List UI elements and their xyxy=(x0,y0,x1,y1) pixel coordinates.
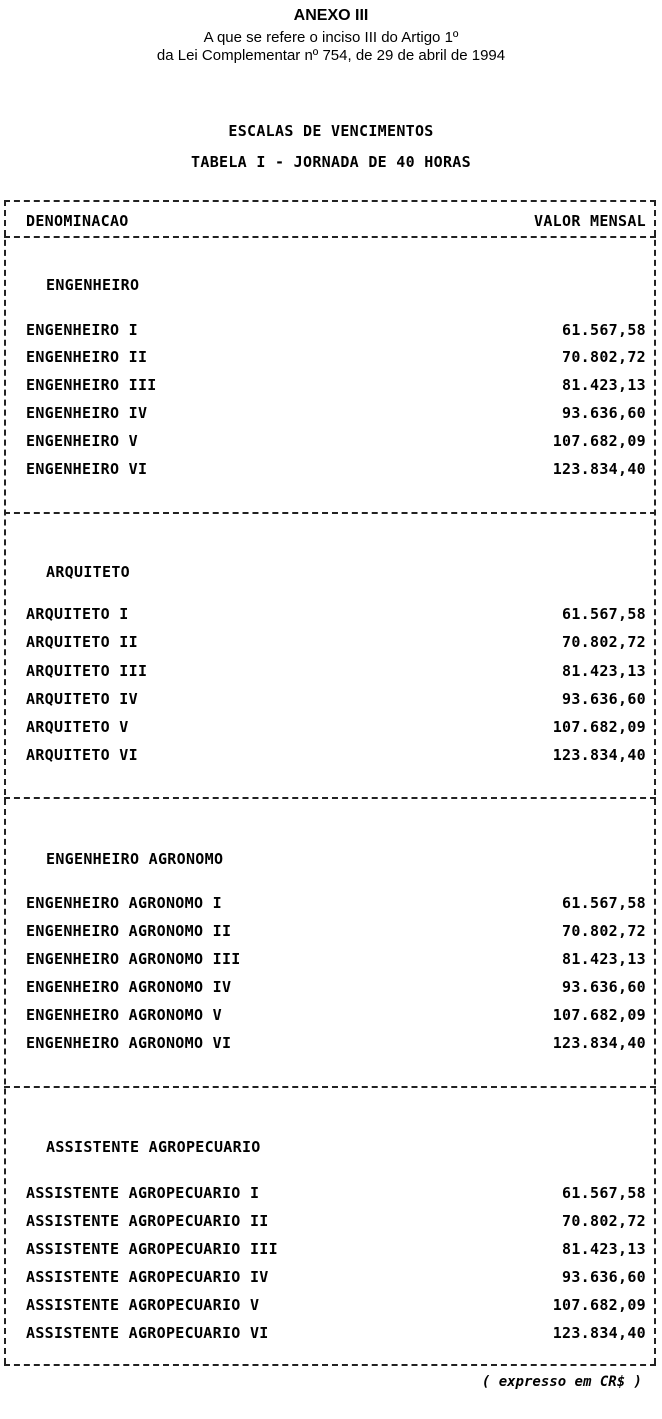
table-row xyxy=(26,1240,646,1262)
header-divider xyxy=(4,236,656,238)
row-name: ENGENHEIRO AGRONOMO VI xyxy=(26,1034,232,1052)
table-row xyxy=(26,1296,646,1318)
row-name: ASSISTENTE AGROPECUARIO III xyxy=(26,1240,278,1258)
table-row xyxy=(26,376,646,398)
row-name: ENGENHEIRO AGRONOMO V xyxy=(26,1006,222,1024)
row-value: 81.423,13 xyxy=(562,1240,646,1258)
row-name: ARQUITETO I xyxy=(26,605,129,623)
row-value: 107.682,09 xyxy=(552,1006,646,1024)
row-name: ASSISTENTE AGROPECUARIO I xyxy=(26,1184,260,1202)
table-row xyxy=(26,978,646,1000)
row-value: 123.834,40 xyxy=(552,460,646,478)
row-name: ENGENHEIRO II xyxy=(26,348,148,366)
table-row xyxy=(26,348,646,370)
table-row xyxy=(26,633,646,655)
row-name: ENGENHEIRO III xyxy=(26,376,157,394)
row-value: 61.567,58 xyxy=(562,321,646,339)
currency-note: ( expresso em CR$ ) xyxy=(481,1374,642,1390)
table-row xyxy=(26,1324,646,1346)
group-title: ENGENHEIRO xyxy=(46,276,140,294)
row-value: 123.834,40 xyxy=(552,746,646,764)
row-value: 123.834,40 xyxy=(552,1324,646,1342)
row-value: 70.802,72 xyxy=(562,922,646,940)
row-name: ENGENHEIRO AGRONOMO I xyxy=(26,894,222,912)
annex-subtitle: A que se refere o inciso III do Artigo 1º xyxy=(203,29,459,46)
row-value: 107.682,09 xyxy=(552,1296,646,1314)
table-row xyxy=(26,1184,646,1206)
table-row xyxy=(26,1268,646,1290)
table-row xyxy=(26,690,646,712)
table-row xyxy=(26,605,646,627)
table-row xyxy=(26,662,646,684)
row-name: ARQUITETO IV xyxy=(26,690,138,708)
table-row xyxy=(26,432,646,454)
column-header-row xyxy=(26,212,646,234)
table-row xyxy=(26,746,646,768)
group-divider xyxy=(4,797,656,799)
row-name: ENGENHEIRO VI xyxy=(26,460,148,478)
row-value: 107.682,09 xyxy=(552,718,646,736)
row-value: 93.636,60 xyxy=(562,404,646,422)
row-value: 61.567,58 xyxy=(562,1184,646,1202)
row-value: 81.423,13 xyxy=(562,376,646,394)
table-row xyxy=(26,1212,646,1234)
group-title: ASSISTENTE AGROPECUARIO xyxy=(46,1138,261,1156)
row-name: ENGENHEIRO AGRONOMO III xyxy=(26,950,241,968)
row-value: 93.636,60 xyxy=(562,1268,646,1286)
table-row xyxy=(26,321,646,343)
row-name: ENGENHEIRO V xyxy=(26,432,138,450)
table-row xyxy=(26,1034,646,1056)
row-name: ASSISTENTE AGROPECUARIO VI xyxy=(26,1324,269,1342)
group-divider xyxy=(4,1086,656,1088)
scale-title: ESCALAS DE VENCIMENTOS xyxy=(228,122,434,140)
table-row xyxy=(26,460,646,482)
row-value: 93.636,60 xyxy=(562,690,646,708)
row-name: ARQUITETO II xyxy=(26,633,138,651)
row-value: 107.682,09 xyxy=(552,432,646,450)
table-title: TABELA I - JORNADA DE 40 HORAS xyxy=(191,153,471,171)
group-divider xyxy=(4,512,656,514)
table-row xyxy=(26,718,646,740)
table-row xyxy=(26,922,646,944)
row-name: ASSISTENTE AGROPECUARIO II xyxy=(26,1212,269,1230)
row-value: 70.802,72 xyxy=(562,633,646,651)
row-value: 123.834,40 xyxy=(552,1034,646,1052)
column-header-value: VALOR MENSAL xyxy=(534,212,646,230)
row-name: ASSISTENTE AGROPECUARIO V xyxy=(26,1296,260,1314)
row-name: ENGENHEIRO IV xyxy=(26,404,148,422)
row-value: 70.802,72 xyxy=(562,1212,646,1230)
table-row xyxy=(26,894,646,916)
row-value: 81.423,13 xyxy=(562,662,646,680)
annex-title: ANEXO III xyxy=(293,7,369,24)
annex-law-reference: da Lei Complementar nº 754, de 29 de abril de 1994 xyxy=(156,47,506,64)
row-name: ARQUITETO III xyxy=(26,662,148,680)
row-value: 61.567,58 xyxy=(562,605,646,623)
row-name: ASSISTENTE AGROPECUARIO IV xyxy=(26,1268,269,1286)
table-top-border xyxy=(4,200,656,202)
row-value: 81.423,13 xyxy=(562,950,646,968)
row-name: ENGENHEIRO I xyxy=(26,321,138,339)
row-value: 61.567,58 xyxy=(562,894,646,912)
table-row xyxy=(26,1006,646,1028)
group-title: ARQUITETO xyxy=(46,563,130,581)
row-value: 70.802,72 xyxy=(562,348,646,366)
table-row xyxy=(26,950,646,972)
row-name: ENGENHEIRO AGRONOMO IV xyxy=(26,978,232,996)
row-name: ENGENHEIRO AGRONOMO II xyxy=(26,922,232,940)
row-value: 93.636,60 xyxy=(562,978,646,996)
table-row xyxy=(26,404,646,426)
group-title: ENGENHEIRO AGRONOMO xyxy=(46,850,224,868)
row-name: ARQUITETO VI xyxy=(26,746,138,764)
table-bottom-border xyxy=(4,1364,656,1366)
row-name: ARQUITETO V xyxy=(26,718,129,736)
column-header-name: DENOMINACAO xyxy=(26,212,129,230)
